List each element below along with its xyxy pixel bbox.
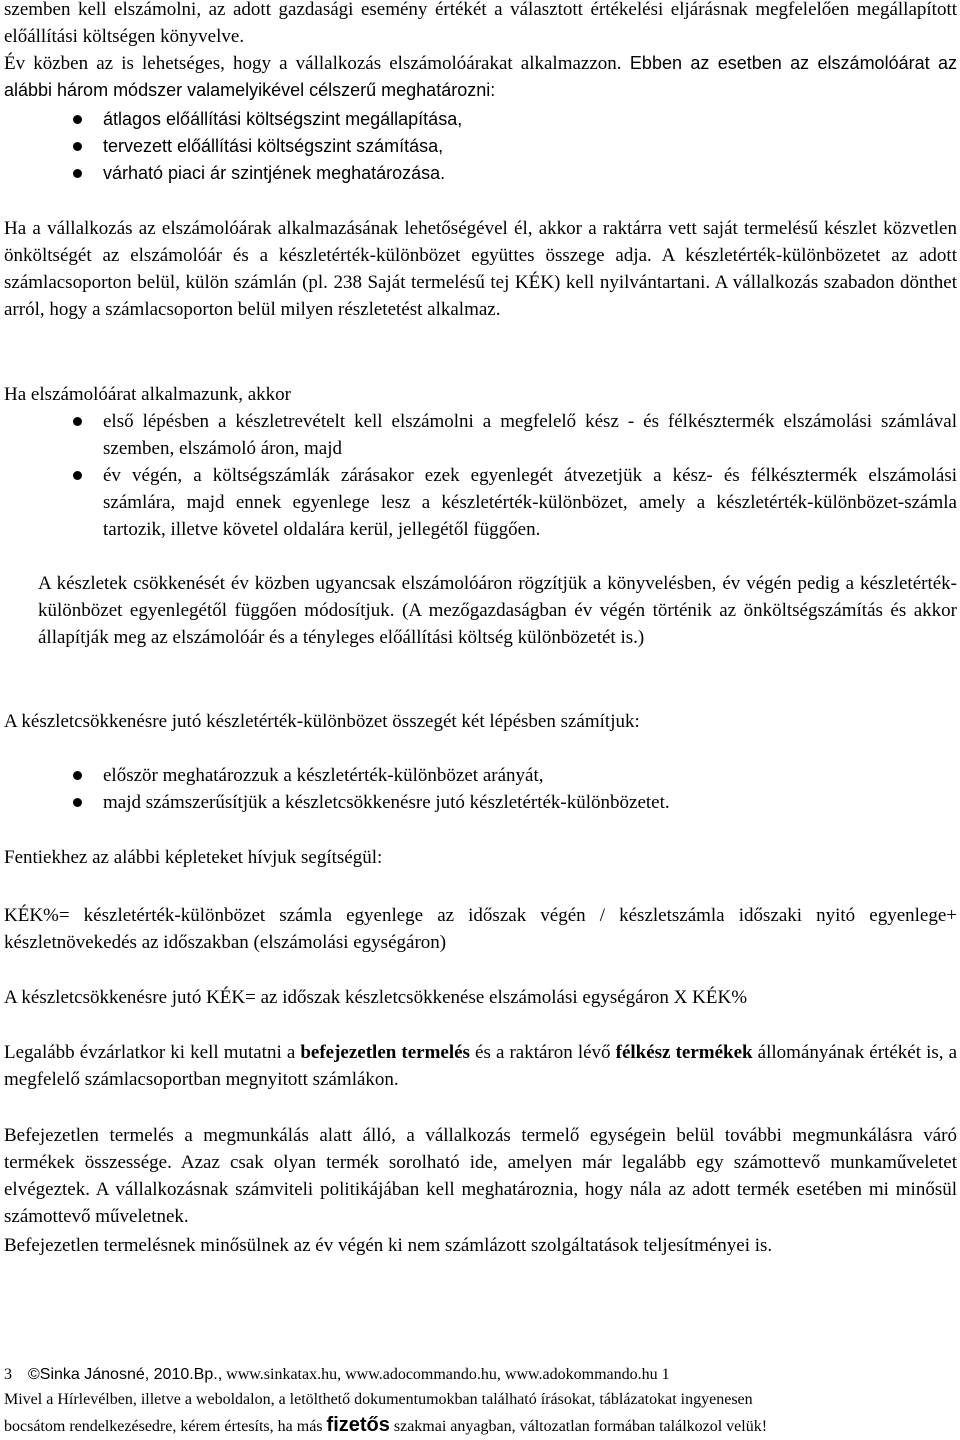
formula-kek-percent: KÉK%= készletérték-különbözet számla egyenlege az időszak végén / készletszámla időszaki nyitó egyenlege+ készletnövekedés az időszakban (elszámolási egységáron) [4, 905, 957, 953]
paragraph-formulas-intro: Fentiekhez az alábbi képleteket hívjuk segítségül: [4, 847, 383, 868]
list-item: átlagos előállítási költségszint megállapítása, [0, 106, 957, 133]
footer-line-2: Mivel a Hírlevélben, illetve a weboldalon, a letölthető dokumentumokban található írásokat, táblázatokat ingyenesen [4, 1391, 753, 1408]
page-number: 3 [4, 1366, 12, 1383]
footer-links[interactable]: www.sinkatax.hu, www.adocommando.hu, www.adokommando.hu [226, 1366, 658, 1383]
elszamoloar-sentence-1: Év közben az is lehetséges, hogy a vállalkozás elszámolóárakat alkalmazzon. [4, 53, 622, 74]
formula-kek-amount: A készletcsökkenésre jutó KÉK= az időszak készletcsökkenése elszámolási egységáron X KÉK% [4, 987, 748, 1008]
paragraph-keszletcsokkenes: A készletek csökkenését év közben ugyancsak elszámolóáron rögzítjük a könyvelésben, év végén pedig a készletérték-különbözet egyenlegétől függően módosítjuk. (A mezőgazdaságban év végén történik az önköltségszámítás és akkor állapítják meg az elszámolóár és a tényleges előállítási költség különbözetét is.) [38, 573, 957, 648]
intro-line-2: megfelelően megállapított előállítási költségen könyvelve. [4, 0, 958, 47]
list-item: tervezett előállítási költségszint számítása, [0, 133, 957, 160]
list-item: várható piaci ár szintjének meghatározása. [0, 160, 957, 187]
bullet-icon [73, 115, 82, 124]
footer-number: 1 [661, 1366, 670, 1383]
methods-list [0, 106, 957, 187]
paragraph-szolgaltatasok: Befejezetlen termelésnek minősülnek az év végén ki nem számlázott szolgáltatások teljesítményei is. [4, 1235, 773, 1256]
bullet-icon [73, 771, 82, 780]
paragraph-steps-intro: Ha elszámolóárat alkalmazunk, akkor [4, 384, 291, 405]
list-item: év végén, a költségszámlák zárásakor ezek egyenlegét átvezetjük a kész- és félkésztermék elszámolási számlára, majd ennek egyenlege lesz a készletérték-különbözet, amely a készletérték-különbözet-számla tartozik, illetve követel oldalára kerül, jellegétől függően. [0, 462, 957, 543]
term-befejezetlen-termeles: befejezetlen termelés [300, 1042, 470, 1063]
paragraph-befejezetlen-termeles: Befejezetlen termelés a megmunkálás alatt álló, a vállalkozás termelő egységein belül további megmunkálásra váró termékek összessége. Azaz csak olyan termék sorolható ide, amelyen már legalább egy számottevő munkaműveletet elvégeztek. A vállalkozásnak számviteli politikájában kell meghatároznia, hogy nála az adott termék esetében mi minősül számottevő műveletnek. [4, 1125, 957, 1227]
bullet-icon [73, 798, 82, 807]
footer-line-1 [4, 1364, 957, 1386]
bullet-icon [73, 471, 82, 480]
list-item: először meghatározzuk a készletérték-különbözet arányát, [0, 762, 957, 789]
term-felkesz-termekek: félkész termékek [615, 1042, 753, 1063]
paragraph-elszamoloar [4, 50, 957, 104]
bullet-icon [73, 169, 82, 178]
paragraph-two-steps: A készletcsökkenésre jutó készletérték-különbözet összegét két lépésben számítjuk: [4, 711, 640, 732]
footer-fizetos: fizetős [326, 1414, 390, 1436]
bullet-icon [73, 417, 82, 426]
list-item: majd számszerűsítjük a készletcsökkenésre jutó készletérték-különbözetet. [0, 789, 957, 816]
paragraph-intro-continued [4, 0, 957, 50]
bullet-icon [73, 142, 82, 151]
footer-copyright: ©Sinka Jánosné, 2010.Bp., [28, 1366, 223, 1383]
paragraph-evzarlat: Legalább évzárlatkor ki kell mutatni a befejezetlen termelés és a raktáron lévő félkész termékek állományának értékét is, a megfelelő számlacsoportban megnyitott számlákon. [4, 1042, 958, 1090]
list-item: első lépésben a készletrevételt kell elszámolni a megfelelő kész - és félkésztermék elszámolási számlával szemben, elszámoló áron, majd [0, 408, 957, 462]
elszamoloar-sentence-2: Ebben az esetben az elszámolóárat az alábbi három módszer valamelyikével célszerű meghatározni: [4, 53, 957, 100]
footer-line-3: bocsátom rendelkezésedre, kérem értesíts, ha más fizetős szakmai anyagban, változatlan formában találkozol velük! [4, 1414, 768, 1436]
paragraph-keszletertek: Ha a vállalkozás az elszámolóárak alkalmazásának lehetőségével él, akkor a raktárra vett saját termelésű készlet közvetlen önköltségét az elszámolóár és a készletérték-különbözet együttes összege adja. A készletérték-különbözetet az adott számlacsoporton belül, külön számlán (pl. 238 Saját termelésű tej KÉK) kell nyilvántartani. A vállalkozás szabadon dönthet arról, hogy a számlacsoporton belül milyen részletetést alkalmaz. [4, 218, 957, 320]
steps-list [0, 408, 957, 543]
intro-line-1: szemben kell elszámolni, az adott gazdasági esemény értékét a választott értékelési eljárásnak [4, 0, 748, 20]
two-steps-list [0, 762, 957, 816]
